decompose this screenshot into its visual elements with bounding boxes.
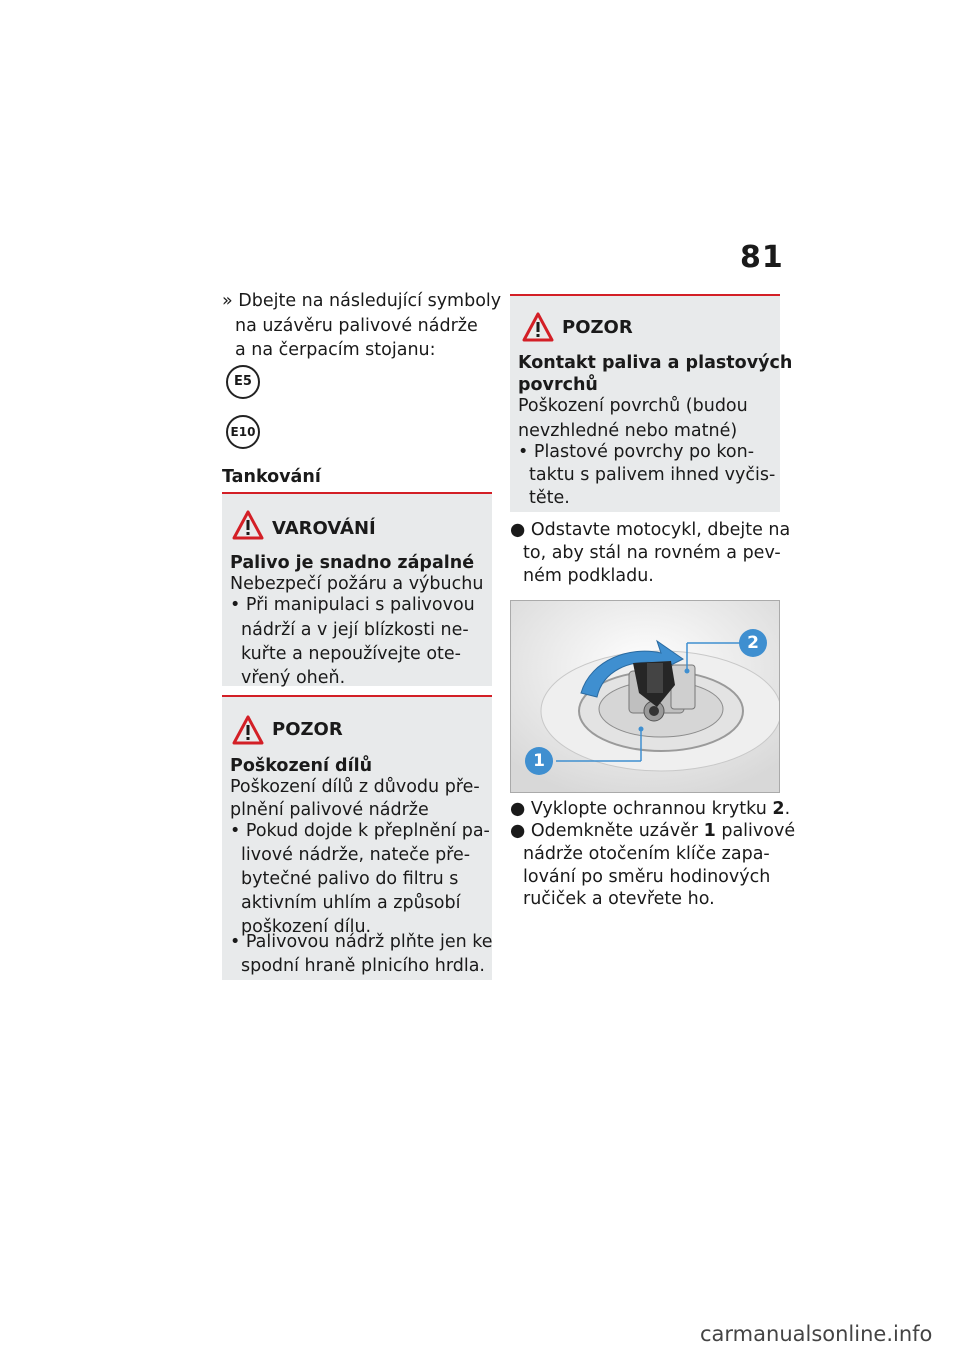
warning-line: kuřte a nepoužívejte ote- bbox=[241, 644, 461, 664]
caution-line-right: těte. bbox=[529, 488, 570, 508]
page-number: 81 bbox=[740, 240, 784, 275]
caution-line: • Pokud dojde k přeplnění pa- bbox=[230, 821, 490, 841]
caution-line-right: taktu s palivem ihned vyčis- bbox=[529, 465, 776, 485]
caution-line: livové nádrže, nateče pře- bbox=[241, 845, 471, 865]
warning-line: nádrží a v její blízkosti ne- bbox=[241, 620, 469, 640]
caution-line-right: • Plastové povrchy po kon- bbox=[518, 442, 755, 462]
caution-line: • Palivovou nádrž plňte jen ke bbox=[230, 932, 493, 952]
caution-box bbox=[222, 697, 492, 980]
caution-line: plnění palivové nádrže bbox=[230, 800, 429, 820]
caution-subtitle-right: povrchů bbox=[518, 375, 598, 395]
section-heading: Tankování bbox=[222, 467, 321, 487]
figure-label-1: 1 bbox=[525, 747, 553, 775]
e5-fuel-icon: E5 bbox=[226, 365, 260, 399]
step-text: . bbox=[784, 799, 791, 819]
caution-subtitle: Poškození dílů bbox=[230, 756, 373, 776]
warning-line: Nebezpečí požáru a výbuchu bbox=[230, 574, 484, 594]
caution-line: poškození dílu. bbox=[241, 917, 372, 937]
caution-line-right: nevzhledné nebo matné) bbox=[518, 421, 738, 441]
caution-title: POZOR bbox=[272, 719, 343, 740]
step-line bbox=[510, 798, 790, 820]
warning-subtitle: Palivo je snadno zápalné bbox=[230, 553, 475, 573]
caution-triangle-icon bbox=[232, 715, 264, 745]
caution-line: aktivním uhlím a způsobí bbox=[241, 893, 461, 913]
intro-line: na uzávěru palivové nádrže bbox=[235, 316, 478, 336]
step-text: ● Vyklopte ochrannou krytku bbox=[510, 799, 773, 819]
warning-title: VAROVÁNÍ bbox=[272, 518, 376, 539]
step-ref: 1 bbox=[703, 821, 716, 841]
step-line: ručiček a otevřete ho. bbox=[523, 889, 715, 909]
step-text: ● Odemkněte uzávěr bbox=[510, 821, 704, 841]
step-line: to, aby stál na rovném a pev- bbox=[523, 543, 781, 563]
caution-line: bytečné palivo do filtru s bbox=[241, 869, 459, 889]
intro-line: a na čerpacím stojanu: bbox=[235, 340, 436, 360]
step-line: nádrže otočením klíče zapa- bbox=[523, 844, 770, 864]
step-line bbox=[510, 820, 795, 842]
watermark-footer: carmanualsonline.info bbox=[700, 1322, 933, 1346]
warning-line: • Při manipulaci s palivovou bbox=[230, 595, 475, 615]
caution-line: Poškození dílů z důvodu pře- bbox=[230, 777, 480, 797]
step-line: ● Odstavte motocykl, dbejte na bbox=[510, 520, 791, 540]
warning-line: vřený oheň. bbox=[241, 668, 346, 688]
step-ref: 2 bbox=[772, 799, 785, 819]
step-line: ném podkladu. bbox=[523, 566, 654, 586]
caution-title-right: POZOR bbox=[562, 317, 633, 338]
warning-box bbox=[222, 494, 492, 686]
caution-line-right: Poškození povrchů (budou bbox=[518, 396, 748, 416]
caution-triangle-icon bbox=[522, 312, 554, 342]
caution-subtitle-right: Kontakt paliva a plastových bbox=[518, 353, 793, 373]
intro-line: » Dbejte na následující symboly bbox=[222, 291, 502, 311]
caution-line: spodní hraně plnicího hrdla. bbox=[241, 956, 485, 976]
step-text: palivové bbox=[715, 821, 796, 841]
step-line: lování po směru hodinových bbox=[523, 867, 771, 887]
e10-fuel-icon: E10 bbox=[226, 415, 260, 449]
fuel-cap-figure bbox=[510, 600, 780, 793]
warning-triangle-icon bbox=[232, 510, 264, 540]
caution-box-right bbox=[510, 296, 793, 512]
figure-label-2: 2 bbox=[739, 629, 767, 657]
